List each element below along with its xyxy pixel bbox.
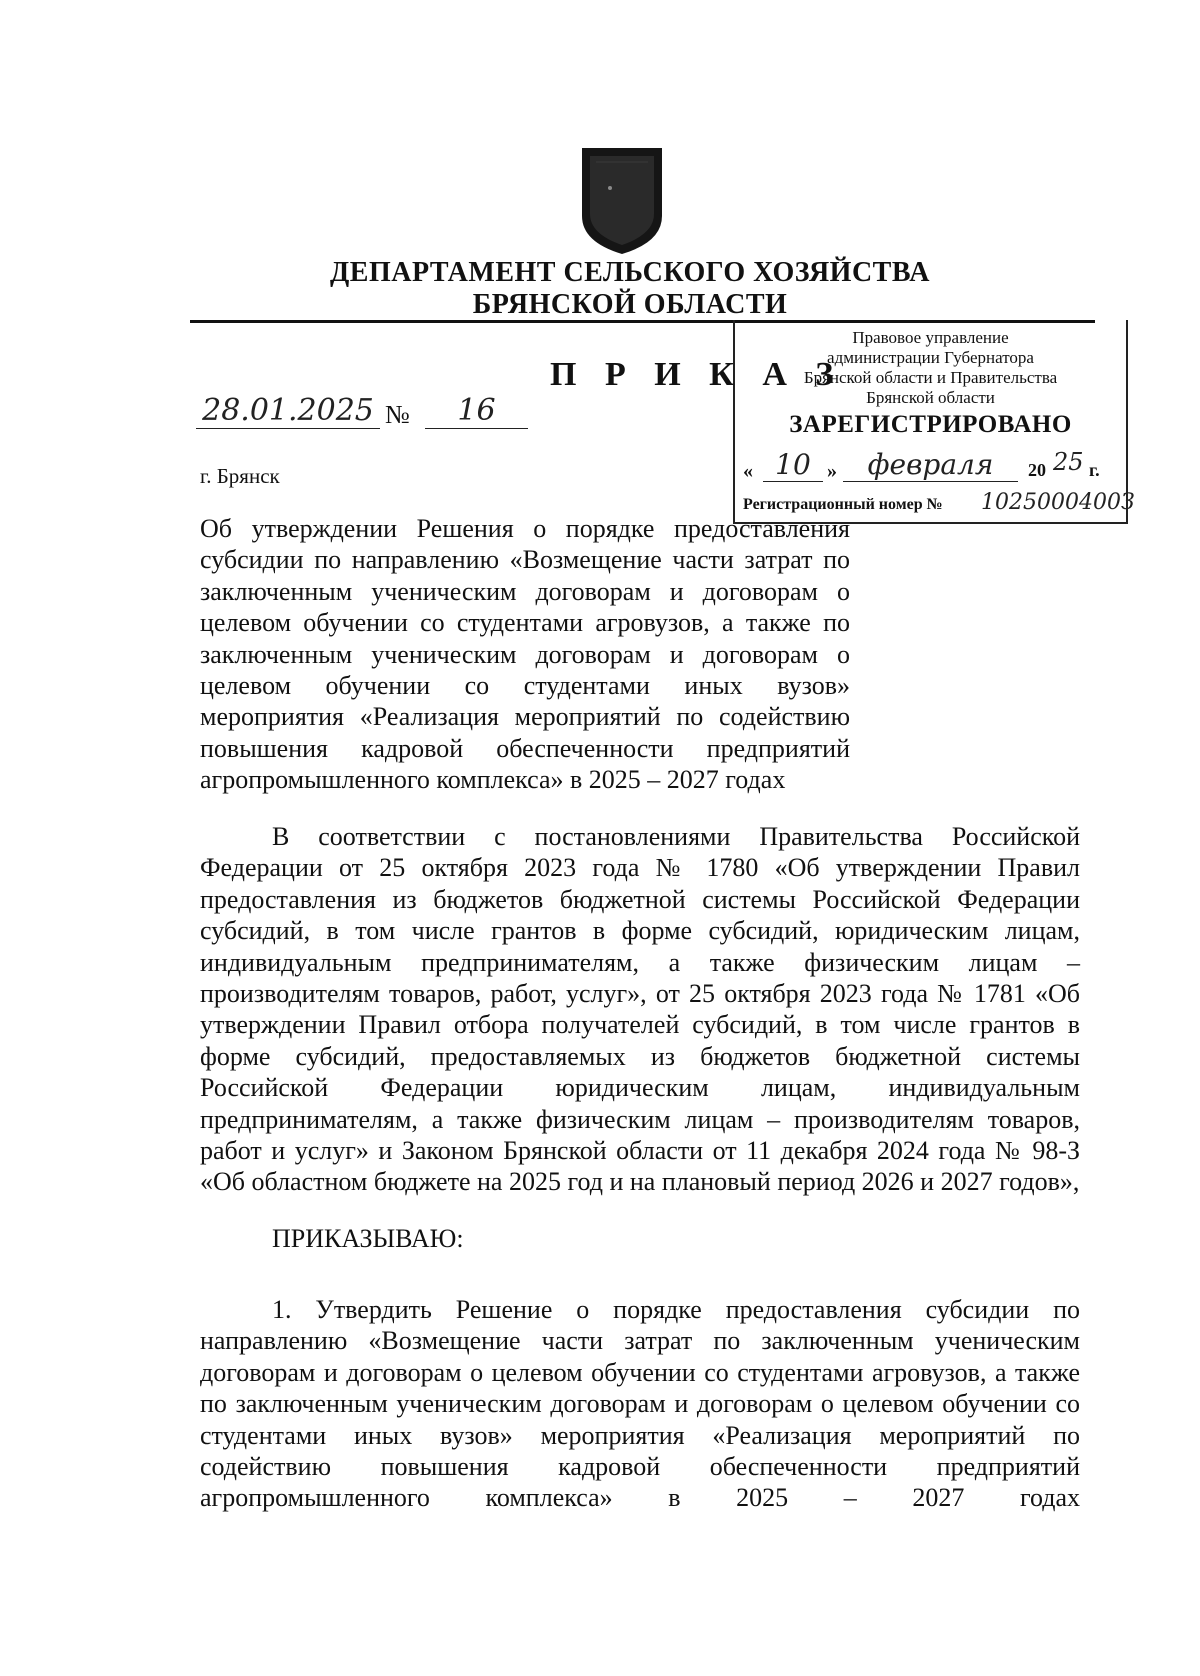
stamp-registered: ЗАРЕГИСТРИРОВАНО: [789, 411, 1072, 438]
registration-stamp: [733, 320, 1135, 524]
order-subject: Об утверждении Решения о порядке предоставления субсидии по направлению «Возмещение части затрат по заключенным ученическим договорам и договорам о целевом обучении со студентами агровузов, а также по заключенным ученическим договорам и договорам о целевом обучении со студентами иных вузов» мероприятия «Реализация мероприятий по содействию повышения кадровой обеспеченности предприятий агропромышленного комплекса» в 2025 – 2027 годах: [200, 514, 850, 795]
stamp-year-handwritten: 25: [1053, 448, 1084, 476]
stamp-year-suffix: г.: [1089, 460, 1100, 480]
stamp-line-1: Правовое управление: [852, 328, 1009, 347]
stamp-reg-number-label: Регистрационный номер №: [743, 496, 943, 513]
stamp-open-quote: «: [743, 460, 753, 482]
coat-of-arms-icon: [576, 146, 668, 256]
stamp-month: февраля: [843, 448, 1018, 482]
order-number: 16: [425, 393, 528, 429]
stamp-date: [743, 448, 1123, 486]
order-number-label: №: [385, 400, 410, 429]
order-date: 28.01.2025: [196, 393, 380, 429]
department-name-line1: ДЕПАРТАМЕНТ СЕЛЬСКОГО ХОЗЯЙСТВА: [330, 257, 930, 288]
stamp-line-4: Брянской области: [866, 388, 995, 407]
stamp-line-2: администрации Губернатора: [827, 348, 1034, 367]
stamp-line-3: Брянской области и Правительства: [803, 368, 1058, 387]
order-city: г. Брянск: [200, 464, 280, 488]
order-item-1: 1. Утвердить Решение о порядке предоставления субсидии по направлению «Возмещение части затрат по заключенным ученическим договорам и договорам о целевом обучении со студентами агровузов, а также по заключенным ученическим договорам и договорам о целевом обучении со студентами иных вузов» мероприятия «Реализация мероприятий по содействию повышения кадровой обеспеченности предприятий агропромышленного комплекса» в 2025 – 2027 годах: [200, 1295, 1080, 1513]
stamp-year-prefix: 20: [1028, 460, 1046, 480]
order-directive-word: ПРИКАЗЫВАЮ:: [272, 1224, 464, 1253]
department-name-line2: БРЯНСКОЙ ОБЛАСТИ: [472, 289, 788, 320]
stamp-close-quote: »: [827, 460, 837, 482]
stamp-day: 10: [763, 448, 823, 482]
order-preamble: В соответствии с постановлениями Правительства Российской Федерации от 25 октября 2023 года № 1780 «Об утверждении Правил предоставления из бюджетов бюджетной системы Российской Федерации субсидий, в том числе грантов в форме субсидий, юридическим лицам, индивидуальным предпринимателям, а также физическим лицам – производителям товаров, работ, услуг», от 25 октября 2023 года № 1781 «Об утверждении Правил отбора получателей субсидий, в том числе грантов в форме субсидий, предоставляемых из бюджетов бюджетной системы Российской Федерации юридическим лицам, индивидуальным предпринимателям, а также физическим лицам – производителям товаров, работ и услуг» и Законом Брянской области от 11 декабря 2024 года № 98-З «Об областном бюджете на 2025 год и на плановый период 2026 и 2027 годов»,: [200, 822, 1080, 1197]
stamp-reg-number-value: 1025000400З: [981, 490, 1135, 515]
order-title: П Р И К А З: [550, 356, 844, 393]
